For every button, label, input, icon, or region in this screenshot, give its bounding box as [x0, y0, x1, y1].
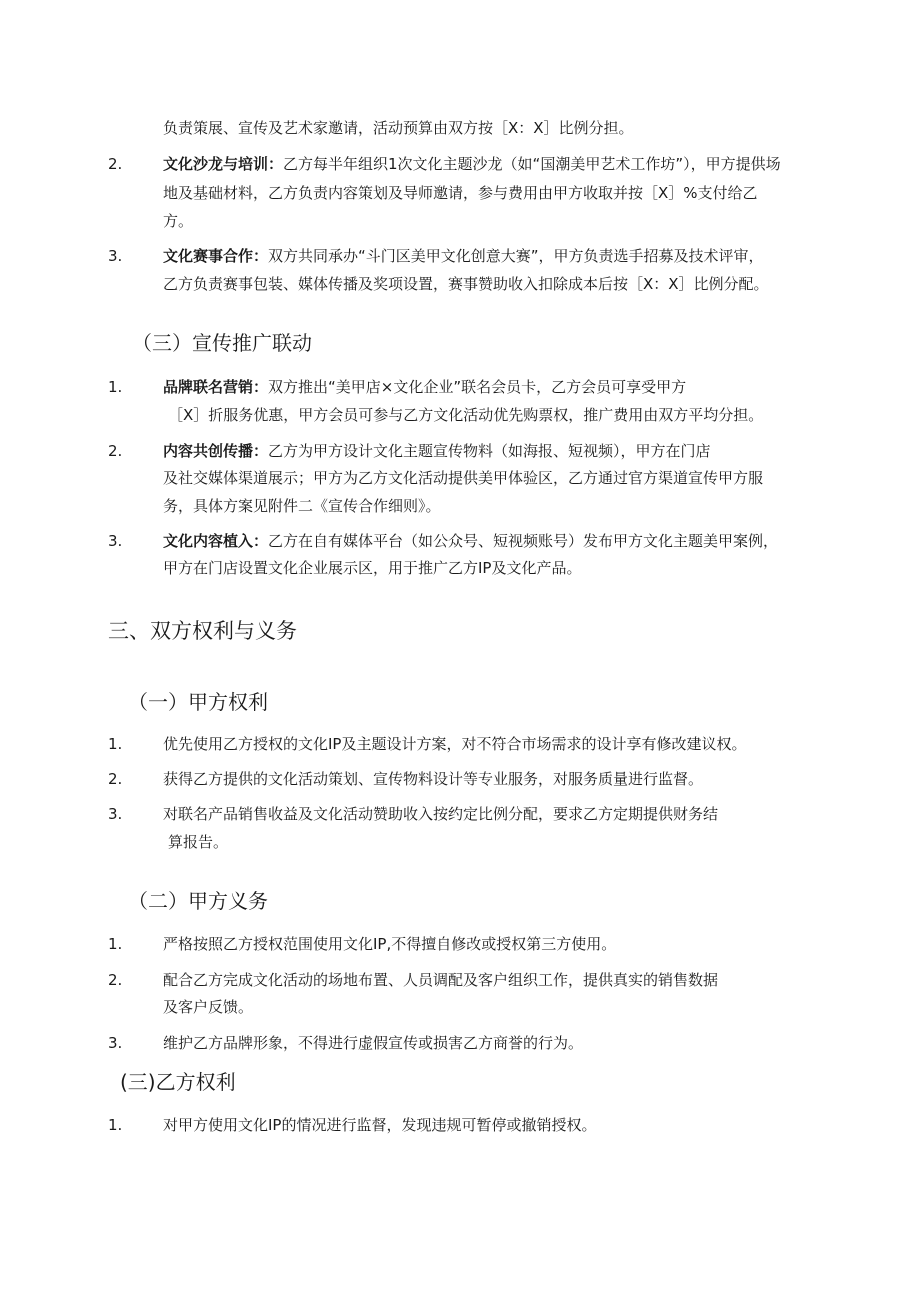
item-title: 文化内容植入：: [163, 532, 269, 550]
item-number: 2.: [108, 155, 123, 173]
item-text: 乙方每半年组织1次文化主题沙龙（如“国潮美甲艺术工作坊”），甲方提供场: [283, 155, 781, 173]
item-title: 内容共创传播：: [163, 442, 269, 460]
item-number: 1.: [108, 1116, 123, 1134]
item-text: 对联名产品销售收益及文化活动赞助收入按约定比例分配，要求乙方定期提供财务结: [163, 805, 719, 823]
item-number: 2.: [108, 770, 123, 788]
item-text: 地及基础材料，乙方负责内容策划及导师邀请，参与费用由甲方收取并按［X］%支付给乙: [163, 184, 758, 202]
item-text: 对甲方使用文化IP的情况进行监督，发现违规可暂停或撤销授权。: [163, 1116, 597, 1134]
item-text: 甲方在门店设置文化企业展示区，用于推广乙方IP及文化产品。: [163, 559, 582, 577]
item-title: 品牌联名营销：: [163, 378, 269, 396]
item-number: 3.: [108, 805, 123, 823]
item-text: 双方推出“美甲店×文化企业”联名会员卡，乙方会员可享受甲方: [268, 378, 687, 396]
item-text: 乙方在自有媒体平台（如公众号、短视频账号）发布甲方文化主题美甲案例，: [268, 532, 779, 550]
item-text: 及社交媒体渠道展示；甲方为乙方文化活动提供美甲体验区，乙方通过官方渠道宣传甲方服: [163, 469, 764, 487]
item-text: 务，具体方案见附件二《宣传合作细则》。: [163, 497, 441, 515]
subsection-heading: （一）甲方权利: [128, 690, 268, 714]
item-text: 及客户反馈。: [163, 998, 254, 1016]
item-text: ［X］折服务优惠，甲方会员可参与乙方文化活动优先购票权，推广费用由双方平均分担。: [168, 406, 764, 424]
item-text: 乙方负责赛事包装、媒体传播及奖项设置，赛事赞助收入扣除成本后按［X：X］比例分配。: [163, 275, 769, 293]
item-number: 3.: [108, 1034, 123, 1052]
item-number: 2.: [108, 442, 123, 460]
item-text: 方。: [163, 212, 194, 230]
item-number: 1.: [108, 378, 123, 396]
item-number: 2.: [108, 971, 123, 989]
item-number: 1.: [108, 735, 123, 753]
subsection-heading: （三）宣传推广联动: [132, 331, 312, 355]
item-text: 算报告。: [168, 833, 229, 851]
section-heading: 三、双方权利与义务: [108, 619, 297, 643]
item-text: 严格按照乙方授权范围使用文化IP,不得擅自修改或授权第三方使用。: [163, 935, 617, 953]
item-number: 3.: [108, 247, 123, 265]
item-text: 获得乙方提供的文化活动策划、宣传物料设计等专业服务，对服务质量进行监督。: [163, 770, 704, 788]
item-title: 文化沙龙与培训：: [163, 155, 284, 173]
paragraph-continuation: 负责策展、宣传及艺术家邀请，活动预算由双方按［X：X］比例分担。: [163, 119, 634, 137]
subsection-heading: (三)乙方权利: [120, 1070, 236, 1094]
item-number: 1.: [108, 935, 123, 953]
subsection-heading: （二）甲方义务: [128, 889, 268, 913]
item-title: 文化赛事合作：: [163, 247, 269, 265]
item-text: 维护乙方品牌形象，不得进行虚假宣传或损害乙方商誉的行为。: [163, 1034, 584, 1052]
item-text: 双方共同承办“斗门区美甲文化创意大赛”，甲方负责选手招募及技术评审，: [268, 247, 764, 265]
item-text: 配合乙方完成文化活动的场地布置、人员调配及客户组织工作，提供真实的销售数据: [163, 971, 719, 989]
item-number: 3.: [108, 532, 123, 550]
item-text: 优先使用乙方授权的文化IP及主题设计方案，对不符合市场需求的设计享有修改建议权。: [163, 735, 747, 753]
item-text: 乙方为甲方设计文化主题宣传物料（如海报、短视频），甲方在门店: [268, 442, 711, 460]
